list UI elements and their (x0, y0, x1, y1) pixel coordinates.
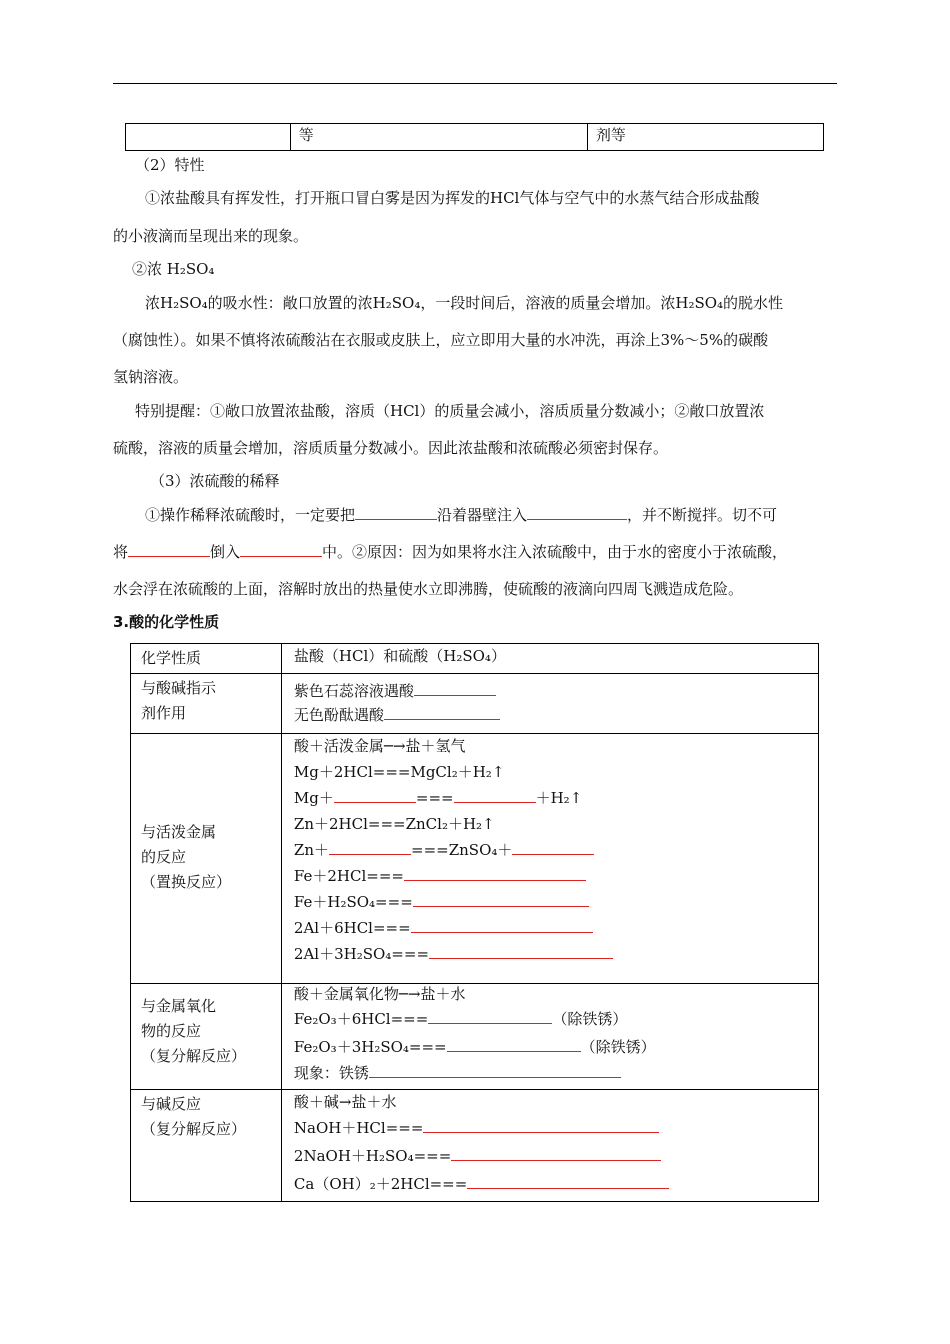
row-base-content (281, 1090, 818, 1202)
fill-blank[interactable] (429, 944, 613, 959)
fill-blank[interactable] (240, 542, 322, 557)
text-span: Fe₂O₃＋3H₂SO₄=== (293, 1038, 447, 1056)
equation-line (294, 1146, 661, 1166)
text-span: 中。②原因：因为如果将水注入浓硫酸中，由于水的密度小于浓硫酸， (322, 543, 788, 561)
equation-line (294, 1009, 627, 1029)
equation-line: 酸＋金属氧化物─→盐＋水 (293, 985, 466, 1003)
acid-properties-table (130, 643, 819, 1202)
text-span: （除铁锈） (552, 1010, 628, 1028)
para-3a: 浓H₂SO₄的吸水性：敞口放置的浓H₂SO₄，一段时间后，溶液的质量会增加。浓H₂SO₄的脱水性 (145, 294, 784, 312)
label-line: （置换反应） (141, 873, 232, 891)
label-line: 与酸碱指示 (141, 679, 217, 697)
header-cell-right (281, 644, 818, 674)
fill-blank[interactable] (451, 1146, 661, 1161)
row-oxide-content (281, 984, 818, 1090)
text-span: 沿着器壁注入 (437, 506, 528, 524)
fill-blank[interactable] (384, 705, 500, 720)
header-rule (113, 83, 837, 84)
equation-line (294, 1063, 621, 1083)
label-line: （复分解反应） (141, 1047, 247, 1065)
label-line: 物的反应 (141, 1022, 202, 1040)
equation-line (294, 918, 593, 938)
text-span: （除铁锈） (580, 1038, 656, 1056)
row-base-label (131, 1090, 282, 1202)
top-table-fragment (125, 123, 824, 151)
fill-blank[interactable] (447, 1037, 581, 1052)
text-span: 将 (113, 543, 129, 561)
fill-blank[interactable] (527, 505, 627, 520)
phenolphthalein-line (294, 705, 500, 725)
text-span: 紫色石蕊溶液遇酸 (293, 682, 414, 700)
fill-blank[interactable] (404, 866, 586, 881)
heading-acid-properties: 3.酸的化学性质 (113, 613, 220, 631)
row-indicator-label (131, 674, 282, 734)
para-6c: 水会浮在浓硫酸的上面，溶解时放出的热量使水立即沸腾，使硫酸的液滴向四周飞溅造成危险。 (113, 580, 744, 598)
text-span: 2Al＋6HCl=== (293, 919, 411, 937)
para-2: ②浓 H₂SO₄ (132, 260, 215, 278)
text-span: ===ZnSO₄＋ (411, 841, 513, 859)
header-right-text: 盐酸（HCl）和硫酸（H₂SO₄） (293, 647, 506, 665)
text-span: 2Al＋3H₂SO₄=== (293, 945, 430, 963)
text-span: 无色酚酞遇酸 (293, 706, 384, 724)
equation-line: 酸＋碱→盐＋水 (293, 1093, 397, 1111)
text-span: ＋H₂↑ (535, 789, 583, 807)
fill-blank[interactable] (467, 1174, 669, 1189)
para-3c: 氢钠溶液。 (113, 368, 189, 386)
fill-blank[interactable] (428, 1009, 552, 1024)
text-span: 2NaOH＋H₂SO₄=== (293, 1147, 452, 1165)
text-span: Fe₂O₃＋6HCl=== (293, 1010, 429, 1028)
text-span: === (415, 789, 454, 807)
top-cell-3: 剂等 (587, 124, 823, 151)
text-span: Fe＋H₂SO₄=== (293, 893, 413, 911)
equation-line: 酸＋活泼金属─→盐＋氢气 (293, 737, 466, 755)
fill-blank[interactable] (413, 892, 589, 907)
fill-blank[interactable] (411, 918, 593, 933)
para-4a: 特别提醒：①敞口放置浓盐酸，溶质（HCl）的质量会减小，溶质质量分数减小；②敞口放置浓 (135, 402, 765, 420)
equation-line (294, 1118, 660, 1138)
fill-blank[interactable] (512, 840, 594, 855)
fill-blank[interactable] (128, 542, 210, 557)
para-6a (145, 505, 777, 525)
para-1b: 的小液滴而呈现出来的现象。 (113, 227, 309, 245)
fill-blank[interactable] (329, 840, 411, 855)
fill-blank[interactable] (414, 681, 496, 696)
header-cell-left: 化学性质 (131, 644, 282, 674)
row-oxide-label (131, 984, 282, 1090)
text-span: 现象：铁锈 (293, 1064, 369, 1082)
para-3b: （腐蚀性）。如果不慎将浓硫酸沾在衣服或皮肤上，应立即用大量的水冲洗，再涂上3%～5%的碳酸 (113, 331, 769, 349)
text-span: ①操作稀释浓硫酸时，一定要把 (145, 506, 356, 524)
para-1a: ①浓盐酸具有挥发性，打开瓶口冒白雾是因为挥发的HCl气体与空气中的水蒸气结合形成盐酸 (145, 189, 760, 207)
fill-blank[interactable] (423, 1118, 659, 1133)
label-line: 与活泼金属 (141, 823, 217, 841)
fill-blank[interactable] (454, 788, 536, 803)
equation-line (294, 1174, 669, 1194)
label-line: 的反应 (141, 848, 187, 866)
text-span: 倒入 (210, 543, 241, 561)
equation-line (294, 840, 594, 860)
text-span: ，并不断搅拌。切不可 (627, 506, 778, 524)
equation-line (294, 788, 582, 808)
para-6b (113, 542, 787, 562)
label-line: 剂作用 (141, 704, 187, 722)
label-line: 与金属氧化 (141, 997, 217, 1015)
text-span: Fe＋2HCl=== (293, 867, 404, 885)
para-4b: 硫酸，溶液的质量会增加，溶质质量分数减小。因此浓盐酸和浓硫酸必须密封保存。 (113, 439, 669, 457)
text-span: Ca（OH）₂＋2HCl=== (293, 1175, 468, 1193)
fill-blank[interactable] (369, 1063, 621, 1078)
label-line: （复分解反应） (141, 1120, 247, 1138)
row-metal-content (281, 734, 818, 984)
equation-line (294, 892, 589, 912)
row-metal-label (131, 734, 282, 984)
litmus-line (294, 681, 496, 701)
text-span: Zn＋ (293, 841, 329, 859)
label-line: 与碱反应 (141, 1095, 202, 1113)
section-2-title: （2）特性 (135, 156, 205, 174)
text-span: NaOH＋HCl=== (293, 1119, 424, 1137)
row-indicator-content (281, 674, 818, 734)
equation-line: Zn＋2HCl===ZnCl₂＋H₂↑ (293, 815, 495, 833)
equation-line (294, 866, 586, 886)
fill-blank[interactable] (355, 505, 437, 520)
section-3-title: （3）浓硫酸的稀释 (150, 472, 280, 490)
top-cell-2: 等 (290, 124, 587, 151)
top-cell-1 (126, 124, 291, 151)
text-span: Mg＋ (293, 789, 334, 807)
equation-line: Mg＋2HCl===MgCl₂＋H₂↑ (293, 763, 505, 781)
equation-line (294, 944, 613, 964)
equation-line (294, 1037, 656, 1057)
fill-blank[interactable] (334, 788, 416, 803)
